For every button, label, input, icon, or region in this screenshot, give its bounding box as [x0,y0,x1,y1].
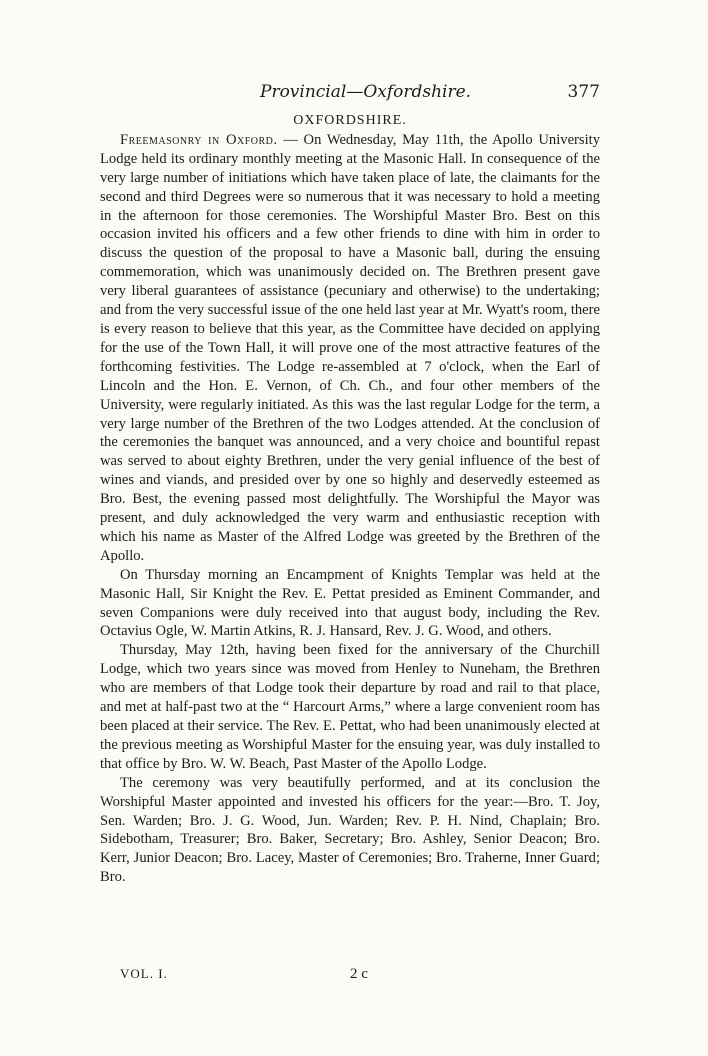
section-heading: OXFORDSHIRE. [293,113,407,128]
paragraph-knights-templar [100,566,600,642]
volume-label: VOL. I. [120,966,168,981]
signature-mark: 2 c [350,966,368,982]
paragraph-text: — On Wednesday, May 11th, the Apollo University Lodge held its ordinary monthly meeting at the Masonic Hall. In consequence of the very large number of initiations which have taken place of late, the claimants for the second and third Degrees were so numerous that it was necessary to hold a meeting in the afternoon for those ceremonies. The Worshipful Master Bro. Best on this occasion invited his officers and a few other friends to dine with him in order to discuss the question of the proposal to have a Masonic ball, during the ensuing commemoration, which was unanimously decided on. The Brethren present gave very liberal guarantees of assistance (pecuniary and otherwise) to the undertaking; and from the very successful issue of the one held last year at Mr. Wyatt's room, there is every reason to believe that this year, as the Committee have decided on applying for the use of the Town Hall, it will prove one of the most attractive features of the forthcoming festivities. The Lodge re-assembled at 7 o'clock, when the Earl of Lincoln and the Hon. E. Vernon, of Ch. Ch., and four other members of the University, were regularly initiated. As this was the last regular Lodge for the term, a very large number of the Brethren of the two Lodges attended. At the conclusion of the ceremonies the banquet was announced, and a very choice and bountiful repast was served to about eighty Brethren, under the very genial influence of the best of wines and viands, and presided over by one so highly and deservedly esteemed as Bro. Best, the evening passed most delightfully. The Worshipful the Mayor was present, and duly acknowledged the very warm and enthusiastic reception with which his name as Master of the Alfred Lodge was greeted by the Brethren of the Apollo. [100,131,600,564]
paragraph-text: On Thursday morning an Encampment of Knights Templar was held at the Masonic Hall, Sir Knight the Rev. E. Pettat presided as Eminent Commander, and seven Companions were duly received into that august body, including the Rev. Octavius Ogle, W. Martin Atkins, R. J. Hansard, Rev. J. G. Wood, and others. [100,566,600,640]
page-footer [120,966,520,988]
running-header [100,82,600,106]
page-number: 377 [567,82,600,102]
paragraph-freemasonry-in-oxford [100,131,600,566]
running-title: Provincial—Oxfordshire. [260,82,472,102]
paragraph-churchill-lodge [100,641,600,773]
paragraph-ceremony [100,774,600,887]
article-body [100,112,600,887]
paragraph-lead: Freemasonry in Oxford. [120,131,278,148]
paragraph-text: Thursday, May 12th, having been fixed for the anniversary of the Churchill Lodge, which two years since was moved from Henley to Nuneham, the Brethren who are members of that Lodge took their departure by road and rail to that place, and met at half-past two at the “ Harcourt Arms,” where a large convenient room has been placed at their service. The Rev. E. Pettat, who had been unanimously elected at the previous meeting as Worshipful Master for the ensuing year, was duly installed to that office by Bro. W. W. Beach, Past Master of the Apollo Lodge. [100,642,600,772]
paragraph-text: The ceremony was very beautifully performed, and at its conclusion the Worshipful Master appointed and invested his officers for the year:—Bro. T. Joy, Sen. Warden; Bro. J. G. Wood, Jun. Warden; Rev. P. H. Nind, Chaplain; Bro. Sidebotham, Treasurer; Bro. Baker, Secretary; Bro. Ashley, Senior Deacon; Bro. Kerr, Junior Deacon; Bro. Lacey, Master of Ceremonies; Bro. Traherne, Inner Guard; Bro. [100,774,600,886]
